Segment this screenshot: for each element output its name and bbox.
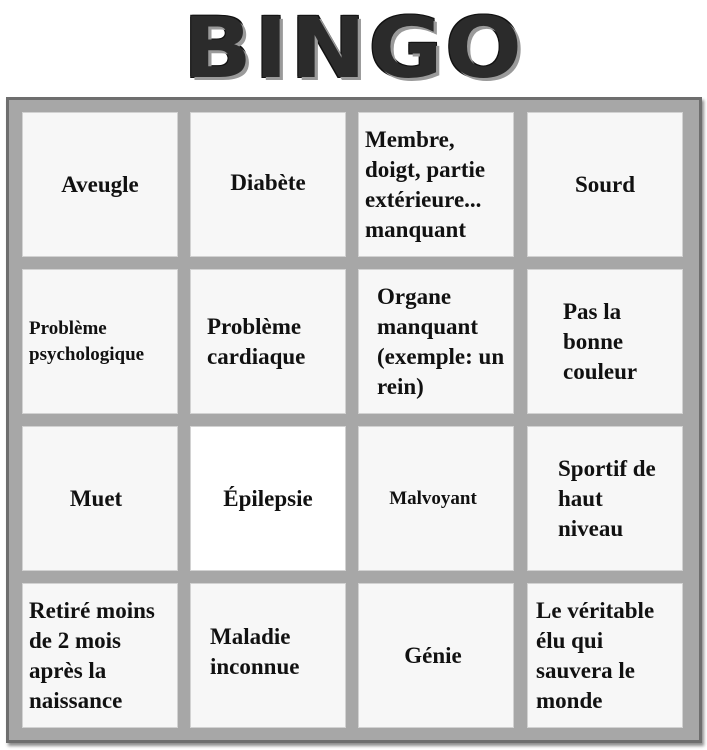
bingo-cell[interactable] bbox=[190, 112, 346, 257]
cell-label: Problème psychologique bbox=[29, 317, 145, 365]
bingo-cell[interactable] bbox=[22, 269, 178, 414]
bingo-cell[interactable] bbox=[358, 269, 514, 414]
cell-label: Maladie inconnue bbox=[210, 623, 300, 679]
bingo-cell[interactable] bbox=[190, 426, 346, 571]
bingo-title: BINGO bbox=[182, 0, 525, 97]
bingo-cell[interactable] bbox=[527, 426, 683, 571]
bingo-cell[interactable] bbox=[190, 583, 346, 728]
cell-label: Génie bbox=[404, 642, 462, 668]
cell-label: Retiré moins de 2 mois après la naissance bbox=[29, 597, 155, 713]
cell-label: Membre, doigt, partie extérieure... manquant bbox=[365, 126, 486, 242]
cell-label: Sportif de haut niveau bbox=[558, 455, 656, 541]
cell-label: Organe manquant (exemple: un rein) bbox=[377, 283, 505, 399]
cell-label: Épilepsie bbox=[223, 485, 313, 511]
bingo-cell[interactable] bbox=[22, 583, 178, 728]
cell-label: Aveugle bbox=[61, 171, 139, 197]
bingo-cell[interactable] bbox=[527, 112, 683, 257]
cell-label: Problème cardiaque bbox=[207, 313, 306, 369]
bingo-cell[interactable] bbox=[358, 426, 514, 571]
bingo-cell[interactable] bbox=[358, 112, 514, 257]
cell-label: Le véritable élu qui sauvera le monde bbox=[536, 597, 655, 713]
cell-label: Pas la bonne couleur bbox=[563, 298, 638, 384]
bingo-cell[interactable] bbox=[527, 583, 683, 728]
bingo-board bbox=[6, 97, 702, 743]
cell-label: Sourd bbox=[574, 171, 636, 197]
cell-label: Diabète bbox=[230, 169, 306, 195]
cell-label: Muet bbox=[69, 485, 123, 511]
bingo-cell[interactable] bbox=[527, 269, 683, 414]
cell-label: Malvoyant bbox=[389, 487, 477, 509]
bingo-cell[interactable] bbox=[22, 426, 178, 571]
bingo-cell[interactable] bbox=[358, 583, 514, 728]
bingo-cell[interactable] bbox=[190, 269, 346, 414]
bingo-cell[interactable] bbox=[22, 112, 178, 257]
